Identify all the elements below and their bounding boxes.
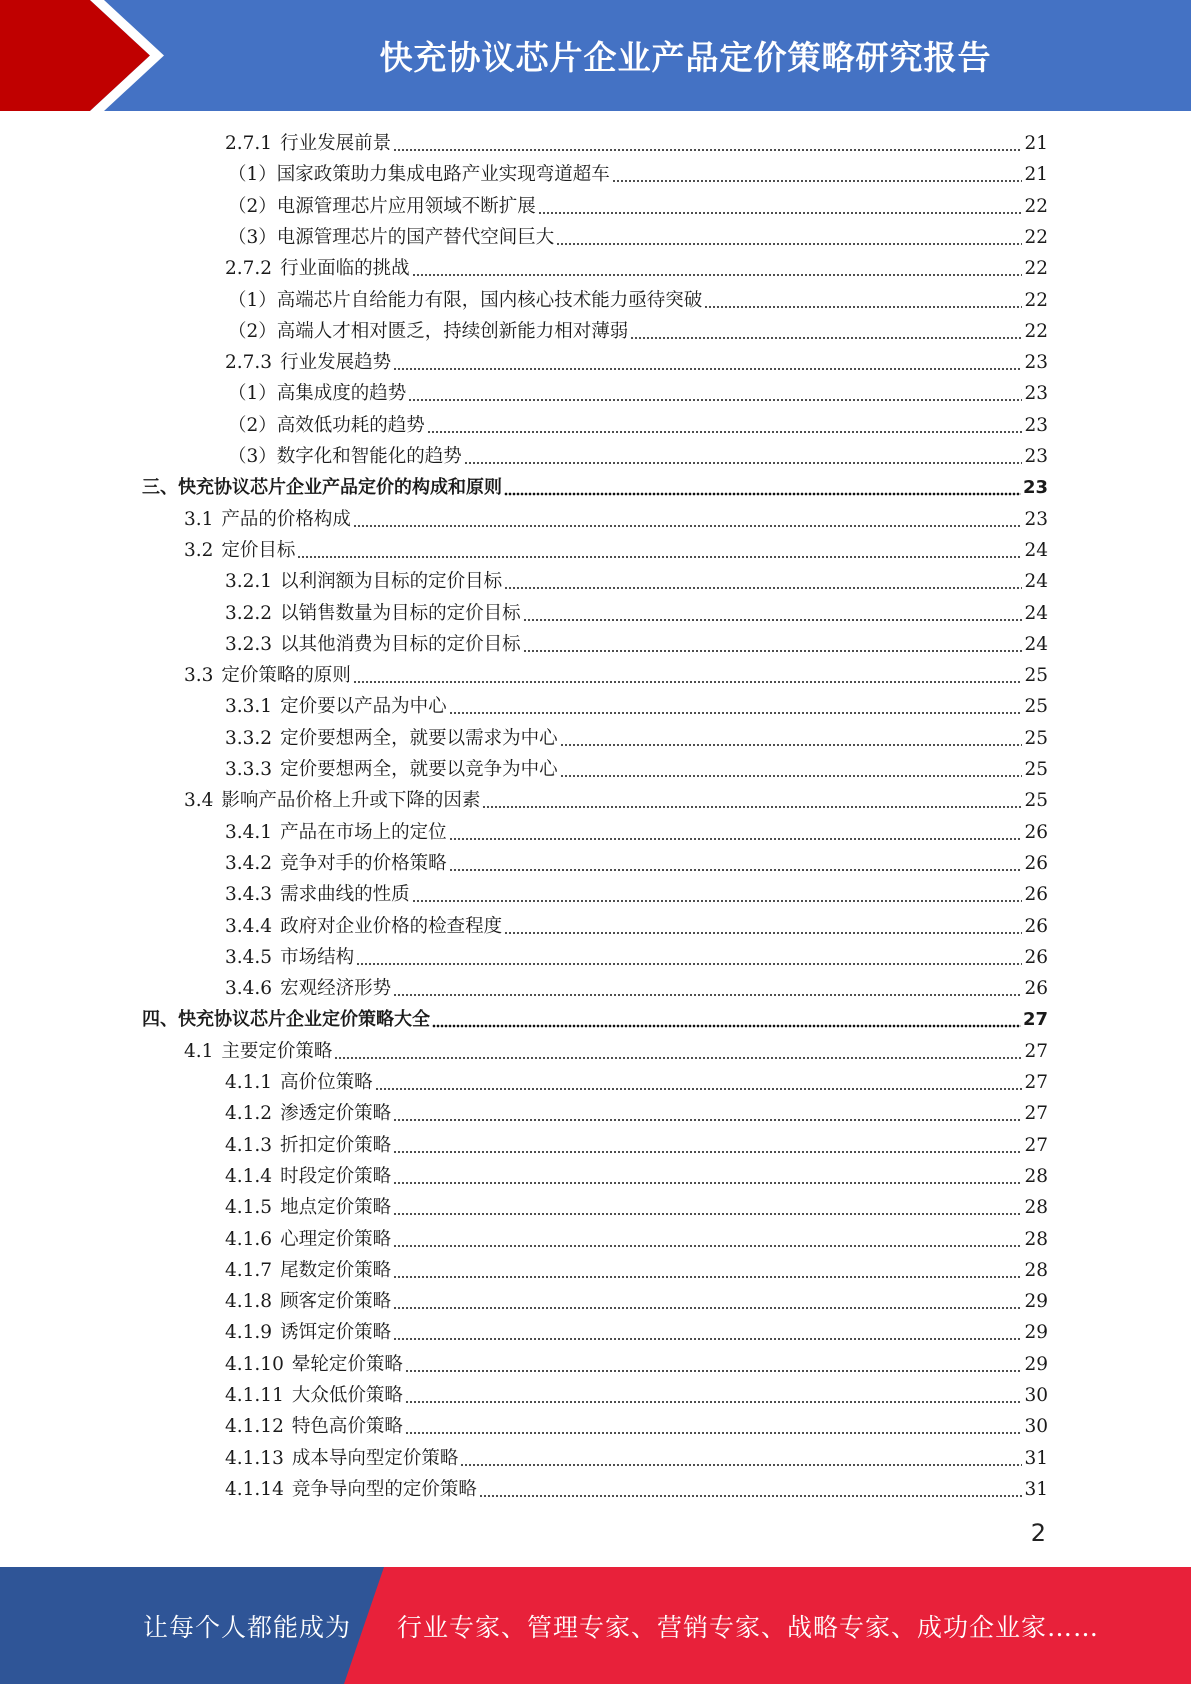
toc-entry-page: 22	[1024, 289, 1048, 311]
toc-entry-page: 28	[1024, 1165, 1048, 1187]
footer-slogan-left: 让每个人都能成为	[143, 1612, 352, 1642]
toc-entry-title: （3）电源管理芯片的国产替代空间巨大	[228, 226, 555, 248]
toc-entry-page: 23	[1024, 446, 1048, 467]
toc-entry-title: 政府对企业价格的检查程度	[280, 915, 503, 937]
toc-entry[interactable]	[184, 1036, 1048, 1067]
toc-dot-leader	[405, 1349, 1023, 1380]
toc-entry-number: 4.1.13	[225, 1447, 284, 1469]
toc-entry-title: （1）高端芯片自给能力有限，国内核心技术能力亟待突破	[228, 289, 703, 311]
toc-entry[interactable]	[225, 598, 1048, 629]
toc-entry-title: 高价位策略	[280, 1072, 373, 1093]
toc-dot-leader	[612, 159, 1023, 190]
toc-entry-page: 31	[1024, 1447, 1048, 1469]
toc-dot-leader	[630, 316, 1022, 347]
toc-entry-title: （2）高效低功耗的趋势	[228, 414, 425, 436]
toc-entry-page: 23	[1024, 414, 1048, 436]
toc-entry-number: 4.1.7	[225, 1259, 273, 1281]
toc-dot-leader	[393, 1255, 1022, 1286]
toc-entry-number: 4.1.2	[225, 1103, 273, 1125]
toc-entry-title: 晕轮定价策略	[291, 1353, 403, 1375]
toc-entry[interactable]	[184, 660, 1048, 691]
toc-dot-leader	[560, 723, 1023, 754]
toc-dot-leader	[538, 191, 1023, 222]
toc-dot-leader	[560, 754, 1023, 785]
toc-entry-number: 3.2.1	[225, 571, 273, 593]
toc-entry-page: 26	[1024, 852, 1048, 874]
toc-entry-page: 27	[1024, 1103, 1048, 1125]
toc-entry[interactable]	[228, 378, 1048, 409]
toc-entry-title: 产品的价格构成	[221, 508, 351, 530]
toc-entry[interactable]	[225, 942, 1048, 973]
toc-entry-number: 3.4.3	[225, 884, 273, 906]
toc-entry-title: 大众低价策略	[291, 1385, 403, 1406]
toc-dot-leader	[449, 848, 1023, 879]
toc-entry-page: 26	[1024, 978, 1048, 1000]
page-footer	[0, 1567, 1191, 1684]
toc-entry-page: 27	[1024, 1040, 1048, 1062]
toc-entry[interactable]	[225, 1443, 1048, 1474]
toc-entry[interactable]	[225, 347, 1048, 378]
toc-entry-title: 行业发展趋势	[280, 352, 392, 374]
toc-entry-number: 3.2.2	[225, 602, 273, 624]
toc-entry-number: 2.7.2	[225, 258, 273, 280]
toc-entry-page: 22	[1024, 195, 1048, 217]
toc-entry-number: 4.1.11	[225, 1385, 284, 1406]
toc-entry-page: 23	[1024, 352, 1048, 374]
toc-entry-number: 3.3	[184, 665, 214, 687]
toc-entry-number: 3.4.5	[225, 946, 273, 968]
toc-entry-number: 3.3.3	[225, 759, 273, 780]
toc-entry-title: 时段定价策略	[280, 1165, 392, 1187]
toc-entry-title: （1）高集成度的趋势	[228, 383, 407, 405]
toc-entry[interactable]	[225, 1317, 1048, 1348]
toc-entry-page: 27	[1022, 1009, 1048, 1031]
toc-entry-number: 3.3.2	[225, 727, 273, 749]
toc-entry-number: 3.2	[184, 539, 214, 561]
toc-entry-page: 23	[1022, 477, 1048, 499]
toc-entry-title: 三、快充协议芯片企业产品定价的构成和原则	[142, 477, 502, 499]
toc-entry[interactable]	[225, 1067, 1048, 1098]
toc-entry-title: 特色高价策略	[291, 1416, 403, 1438]
toc-entry[interactable]	[225, 1286, 1048, 1317]
toc-dot-leader	[393, 1317, 1022, 1348]
toc-dot-leader	[334, 1036, 1022, 1067]
toc-entry-number: 4.1.10	[225, 1353, 284, 1375]
toc-entry-title: 需求曲线的性质	[280, 884, 410, 906]
toc-entry[interactable]	[228, 159, 1048, 190]
toc-entry-page: 24	[1024, 633, 1048, 655]
toc-entry-title: 渗透定价策略	[280, 1103, 392, 1125]
toc-entry-page: 22	[1024, 226, 1048, 248]
toc-entry-page: 25	[1024, 759, 1048, 780]
toc-dot-leader	[393, 1192, 1022, 1223]
toc-entry-title: 定价目标	[221, 539, 296, 561]
toc-entry-page: 29	[1024, 1291, 1048, 1313]
toc-entry-page: 28	[1024, 1259, 1048, 1281]
toc-entry-number: 4.1.5	[225, 1197, 273, 1219]
toc-dot-leader	[412, 879, 1023, 910]
toc-entry-title: 尾数定价策略	[280, 1259, 392, 1281]
toc-entry[interactable]	[225, 973, 1048, 1004]
toc-dot-leader	[449, 817, 1023, 848]
footer-slogan-right: 行业专家、管理专家、营销专家、战略专家、成功企业家……	[397, 1612, 1100, 1642]
toc-entry[interactable]	[228, 191, 1048, 222]
toc-entry-title: 以利润额为目标的定价目标	[280, 571, 503, 593]
toc-entry-page: 21	[1024, 133, 1048, 154]
toc-entry-number: 3.4.2	[225, 852, 273, 874]
toc-entry-title: 产品在市场上的定位	[280, 821, 447, 843]
toc-entry-title: 四、快充协议芯片企业定价策略大全	[142, 1009, 430, 1031]
toc-dot-leader	[356, 942, 1022, 973]
toc-entry-title: 定价要以产品为中心	[280, 696, 447, 718]
toc-entry-number: 2.7.3	[225, 352, 273, 374]
toc-entry[interactable]	[184, 504, 1048, 535]
toc-entry-number: 3.3.1	[225, 696, 273, 718]
toc-dot-leader	[482, 785, 1022, 816]
toc-entry-page: 27	[1024, 1134, 1048, 1156]
toc-dot-leader	[405, 1411, 1023, 1442]
toc-dot-leader	[449, 691, 1023, 722]
toc-entry-page: 29	[1024, 1353, 1048, 1375]
toc-entry-page: 23	[1024, 383, 1048, 405]
toc-dot-leader	[427, 410, 1023, 441]
toc-dot-leader	[523, 598, 1023, 629]
toc-entry-title: 心理定价策略	[280, 1228, 392, 1250]
toc-entry[interactable]	[225, 911, 1048, 942]
toc-entry[interactable]	[228, 441, 1048, 472]
toc-entry-title: 诱饵定价策略	[280, 1322, 392, 1344]
toc-entry[interactable]	[225, 1380, 1048, 1411]
toc-entry-number: 4.1.8	[225, 1291, 273, 1313]
toc-dot-leader	[353, 660, 1023, 691]
toc-entry[interactable]	[225, 817, 1048, 848]
toc-entry[interactable]	[225, 1130, 1048, 1161]
toc-entry-number: 2.7.1	[225, 133, 273, 154]
toc-entry-title: 竞争对手的价格策略	[280, 852, 447, 874]
toc-entry-number: 4.1.6	[225, 1228, 273, 1250]
header-chevron-decoration	[0, 0, 170, 111]
toc-dot-leader	[504, 566, 1022, 597]
toc-entry[interactable]	[225, 1161, 1048, 1192]
toc-entry[interactable]	[225, 754, 1048, 785]
toc-entry[interactable]	[228, 222, 1048, 253]
toc-dot-leader	[704, 285, 1022, 316]
toc-entry-page: 26	[1024, 946, 1048, 968]
toc-entry-number: 3.4.1	[225, 821, 273, 843]
toc-entry-title: 折扣定价策略	[280, 1134, 392, 1156]
toc-entry-title: 主要定价策略	[221, 1040, 333, 1062]
toc-entry-page: 22	[1024, 258, 1048, 280]
toc-entry[interactable]	[225, 1192, 1048, 1223]
toc-dot-leader	[464, 441, 1023, 472]
toc-entry-number: 4.1.9	[225, 1322, 273, 1344]
toc-entry[interactable]	[228, 316, 1048, 347]
toc-entry-page: 26	[1024, 915, 1048, 937]
toc-entry-page: 25	[1024, 665, 1048, 687]
toc-entry-number: 3.4.6	[225, 978, 273, 1000]
toc-entry-title: 影响产品价格上升或下降的因素	[221, 790, 481, 812]
toc-entry-title: 地点定价策略	[280, 1197, 392, 1219]
toc-entry[interactable]	[225, 1349, 1048, 1380]
toc-entry[interactable]	[225, 1474, 1048, 1505]
toc-entry-page: 25	[1024, 790, 1048, 812]
toc-entry-title: 定价策略的原则	[221, 665, 351, 687]
toc-dot-leader	[393, 973, 1022, 1004]
toc-entry-page: 27	[1024, 1072, 1048, 1093]
page-number: 2	[1030, 1519, 1046, 1547]
toc-entry-title: 以销售数量为目标的定价目标	[280, 602, 521, 624]
toc-entry-number: 4.1.1	[225, 1072, 273, 1093]
toc-entry[interactable]	[228, 410, 1048, 441]
toc-entry-page: 23	[1024, 508, 1048, 530]
toc-entry-page: 30	[1024, 1385, 1048, 1406]
toc-dot-leader	[412, 253, 1023, 284]
toc-entry[interactable]	[225, 629, 1048, 660]
toc-entry-number: 3.2.3	[225, 633, 273, 655]
page-header	[0, 0, 1191, 111]
toc-entry-page: 25	[1024, 696, 1048, 718]
toc-entry-title: （2）高端人才相对匮乏，持续创新能力相对薄弱	[228, 320, 629, 342]
toc-entry[interactable]	[225, 1224, 1048, 1255]
toc-entry[interactable]	[225, 723, 1048, 754]
toc-entry-number: 4.1.14	[225, 1478, 284, 1500]
toc-dot-leader	[460, 1443, 1022, 1474]
toc-dot-leader	[393, 1161, 1022, 1192]
toc-dot-leader	[393, 347, 1022, 378]
toc-entry-title: 竞争导向型的定价策略	[291, 1478, 477, 1500]
toc-entry-page: 25	[1024, 727, 1048, 749]
toc-entry[interactable]	[142, 1004, 1048, 1035]
toc-entry-page: 30	[1024, 1416, 1048, 1438]
toc-entry[interactable]	[184, 535, 1048, 566]
toc-entry-number: 4.1.3	[225, 1134, 273, 1156]
report-title: 快充协议芯片企业产品定价策略研究报告	[379, 38, 992, 77]
toc-entry-number: 4.1.12	[225, 1416, 284, 1438]
toc-dot-leader	[393, 1224, 1022, 1255]
toc-entry-page: 26	[1024, 821, 1048, 843]
toc-entry-number: 4.1.4	[225, 1165, 273, 1187]
toc-entry-page: 24	[1024, 539, 1048, 561]
toc-entry-page: 24	[1024, 571, 1048, 593]
toc-entry-title: （3）数字化和智能化的趋势	[228, 446, 462, 467]
toc-entry[interactable]	[225, 566, 1048, 597]
toc-entry-page: 26	[1024, 884, 1048, 906]
toc-dot-leader	[393, 1130, 1022, 1161]
toc-entry-page: 29	[1024, 1322, 1048, 1344]
toc-entry[interactable]	[225, 1255, 1048, 1286]
toc-entry-title: 行业面临的挑战	[280, 258, 410, 280]
toc-dot-leader	[353, 504, 1023, 535]
toc-entry-title: 定价要想两全，就要以需求为中心	[280, 727, 558, 749]
toc-entry-number: 3.4.4	[225, 915, 273, 937]
toc-entry[interactable]	[225, 879, 1048, 910]
toc-entry-title: 行业发展前景	[280, 133, 392, 154]
toc-dot-leader	[432, 1004, 1021, 1035]
toc-entry-title: 顾客定价策略	[280, 1291, 392, 1313]
toc-entry-page: 24	[1024, 602, 1048, 624]
toc-entry[interactable]	[142, 472, 1048, 503]
toc-dot-leader	[393, 1098, 1022, 1129]
toc-entry-title: 成本导向型定价策略	[291, 1447, 459, 1469]
toc-dot-leader	[393, 1286, 1022, 1317]
toc-entry-number: 3.1	[184, 508, 214, 530]
toc-entry-title: 定价要想两全，就要以竞争为中心	[280, 759, 558, 780]
toc-entry[interactable]	[225, 128, 1048, 159]
toc-dot-leader	[297, 535, 1022, 566]
toc-entry-title: （1）国家政策助力集成电路产业实现弯道超车	[228, 164, 610, 186]
toc-dot-leader	[375, 1067, 1023, 1098]
toc-entry[interactable]	[225, 1098, 1048, 1129]
toc-dot-leader	[523, 629, 1023, 660]
toc-dot-leader	[504, 472, 1021, 503]
toc-entry-page: 28	[1024, 1228, 1048, 1250]
toc-entry-page: 22	[1024, 320, 1048, 342]
toc-dot-leader	[504, 911, 1022, 942]
toc-entry[interactable]	[228, 285, 1048, 316]
toc-dot-leader	[393, 128, 1022, 159]
toc-dot-leader	[408, 378, 1022, 409]
toc-entry-page: 31	[1024, 1478, 1048, 1500]
toc-dot-leader	[556, 222, 1022, 253]
toc-entry-title: 宏观经济形势	[280, 978, 392, 1000]
toc-entry[interactable]	[225, 848, 1048, 879]
toc-entry-title: （2）电源管理芯片应用领域不断扩展	[228, 195, 536, 217]
toc-dot-leader	[405, 1380, 1023, 1411]
toc-entry[interactable]	[225, 691, 1048, 722]
toc-entry-number: 3.4	[184, 790, 214, 812]
toc-entry-page: 28	[1024, 1197, 1048, 1219]
toc-entry-title: 以其他消费为目标的定价目标	[280, 633, 521, 655]
toc-dot-leader	[479, 1474, 1023, 1505]
toc-entry-title: 市场结构	[280, 946, 355, 968]
toc-entry[interactable]	[225, 253, 1048, 284]
toc-entry[interactable]	[225, 1411, 1048, 1442]
toc-entry-page: 21	[1024, 164, 1048, 186]
toc-entry-number: 4.1	[184, 1040, 214, 1062]
toc-entry[interactable]	[184, 785, 1048, 816]
